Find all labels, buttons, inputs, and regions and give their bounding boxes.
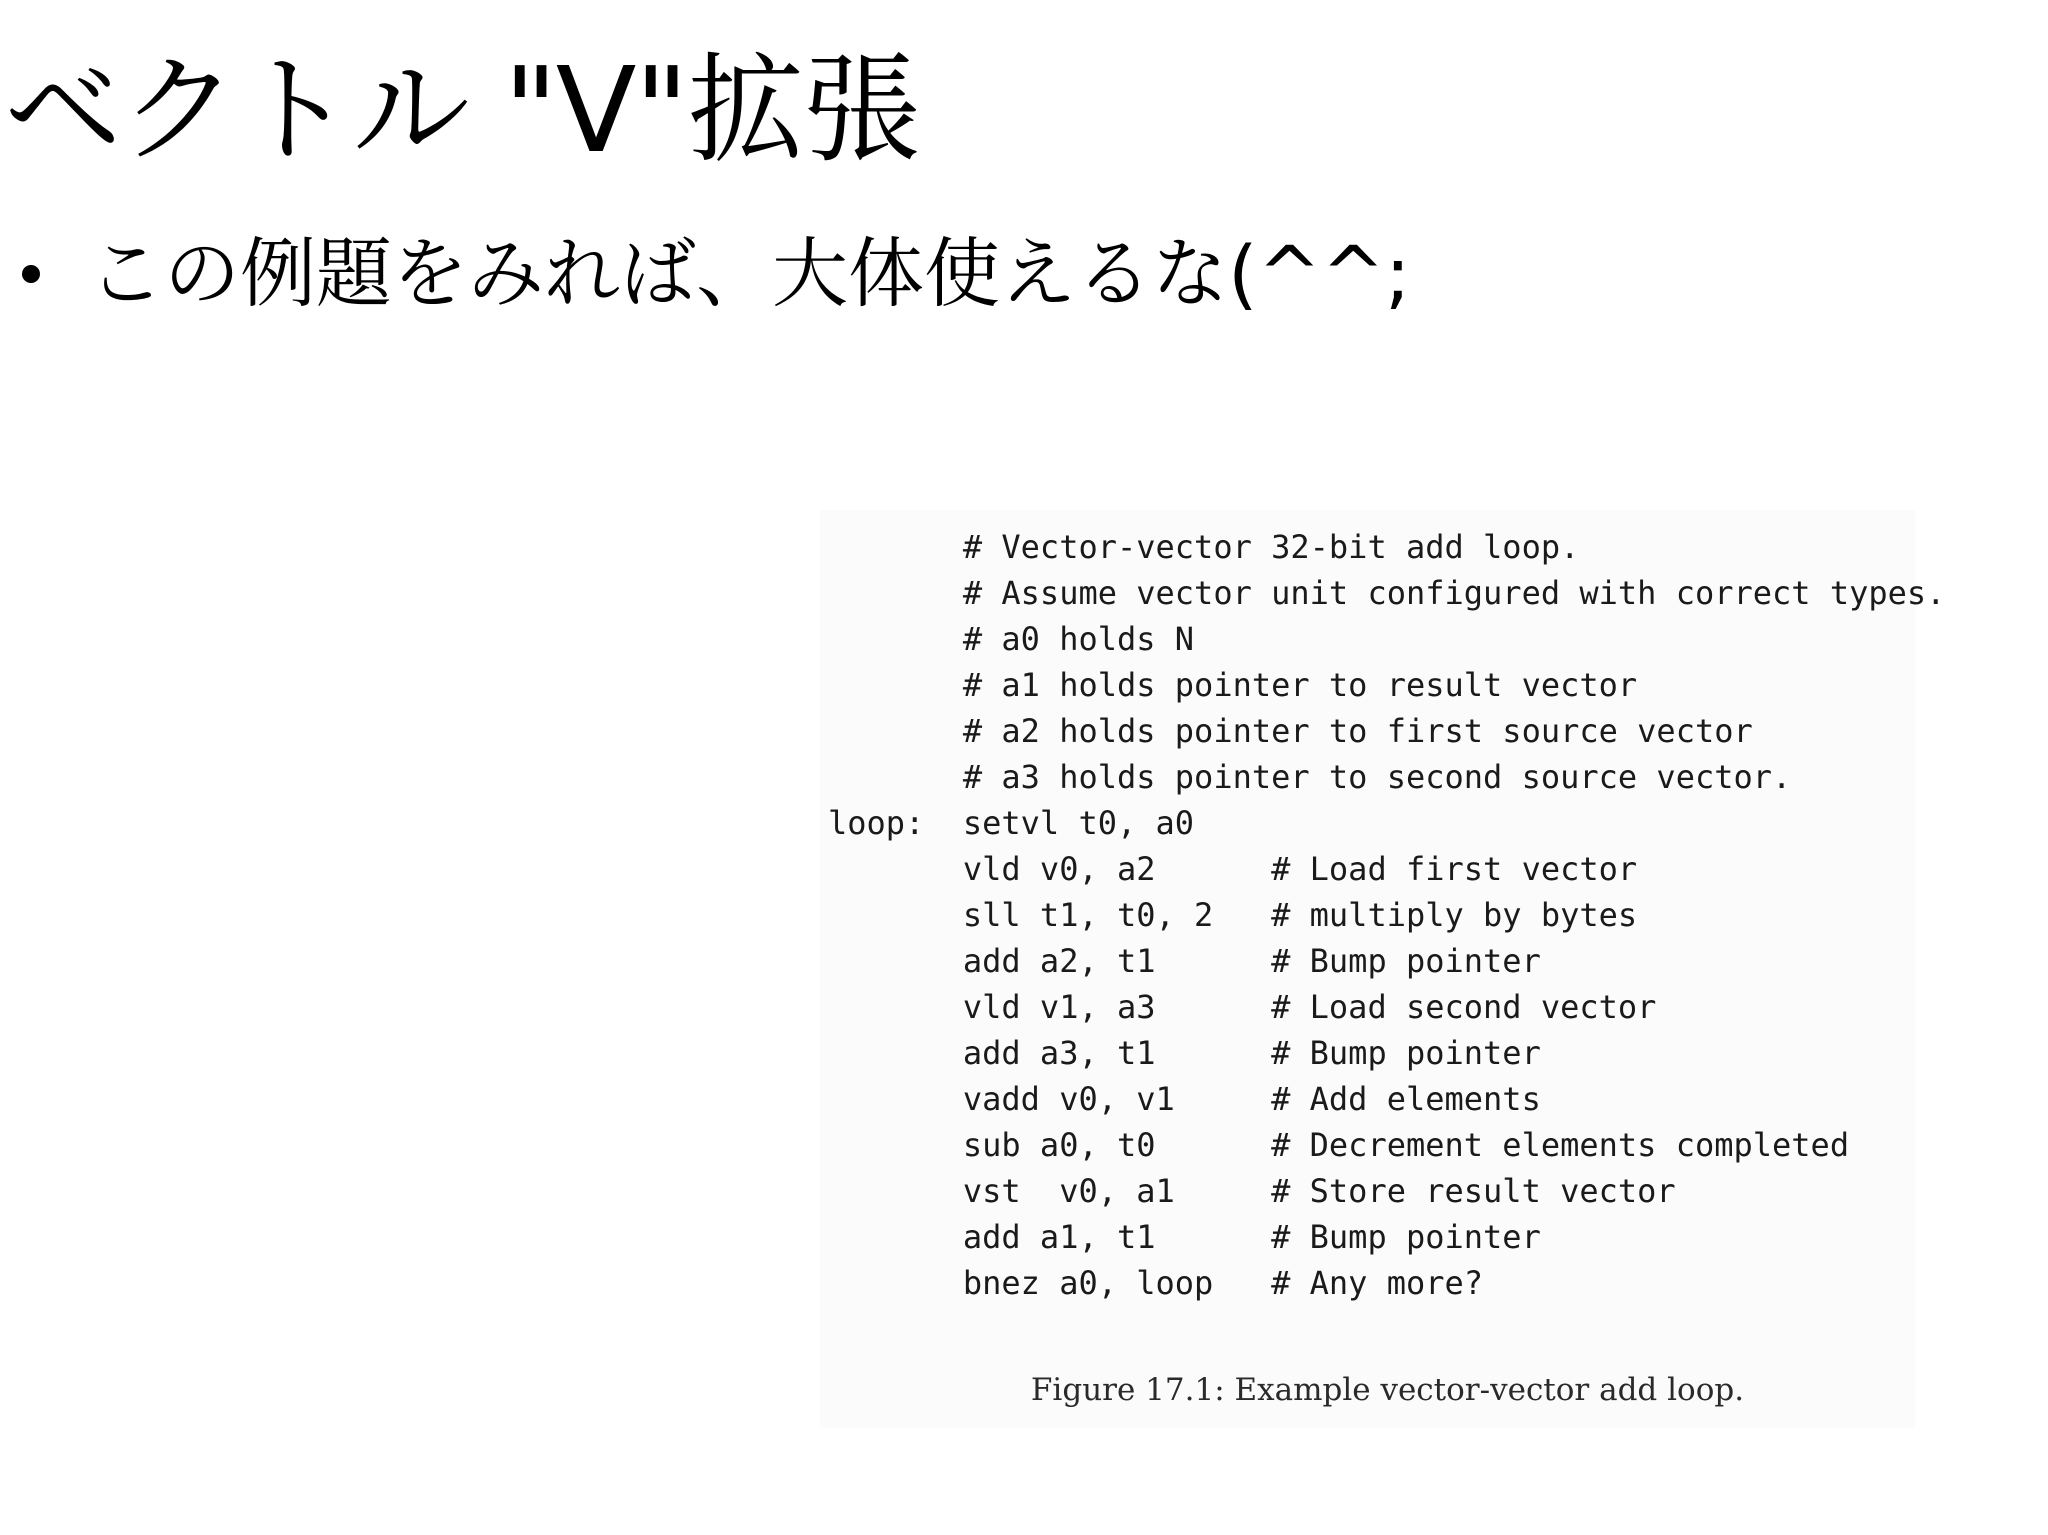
code-line: add a3, t1 # Bump pointer bbox=[828, 1034, 1541, 1072]
code-line: loop: setvl t0, a0 bbox=[828, 804, 1195, 842]
code-line: vld v0, a2 # Load first vector bbox=[828, 850, 1638, 888]
code-line: # a1 holds pointer to result vector bbox=[828, 666, 1638, 704]
code-line: # a2 holds pointer to first source vector bbox=[828, 712, 1753, 750]
code-line: # a3 holds pointer to second source vector. bbox=[828, 758, 1792, 796]
bullet-dot-icon bbox=[22, 265, 40, 283]
bullet-list bbox=[22, 228, 1411, 319]
code-line: vst v0, a1 # Store result vector bbox=[828, 1172, 1676, 1210]
code-line: bnez a0, loop # Any more? bbox=[828, 1264, 1484, 1302]
code-line: # Assume vector unit configured with correct types. bbox=[828, 574, 1946, 612]
code-line: vadd v0, v1 # Add elements bbox=[828, 1080, 1541, 1118]
bullet-item bbox=[22, 228, 1411, 319]
code-line: vld v1, a3 # Load second vector bbox=[828, 988, 1657, 1026]
code-line: add a2, t1 # Bump pointer bbox=[828, 942, 1541, 980]
code-line: # a0 holds N bbox=[828, 620, 1195, 658]
slide-title: ベクトル "V"拡張 bbox=[4, 41, 919, 179]
code-line: sll t1, t0, 2 # multiply by bytes bbox=[828, 896, 1638, 934]
code-line: add a1, t1 # Bump pointer bbox=[828, 1218, 1541, 1256]
code-listing bbox=[828, 524, 1945, 1306]
code-line: # Vector-vector 32-bit add loop. bbox=[828, 528, 1580, 566]
figure-caption: Figure 17.1: Example vector-vector add loop. bbox=[1030, 1372, 1745, 1408]
bullet-text: この例題をみれば、大体使えるな(^^; bbox=[88, 229, 1411, 318]
code-figure bbox=[820, 510, 1946, 1428]
code-line: sub a0, t0 # Decrement elements completed bbox=[828, 1126, 1850, 1164]
